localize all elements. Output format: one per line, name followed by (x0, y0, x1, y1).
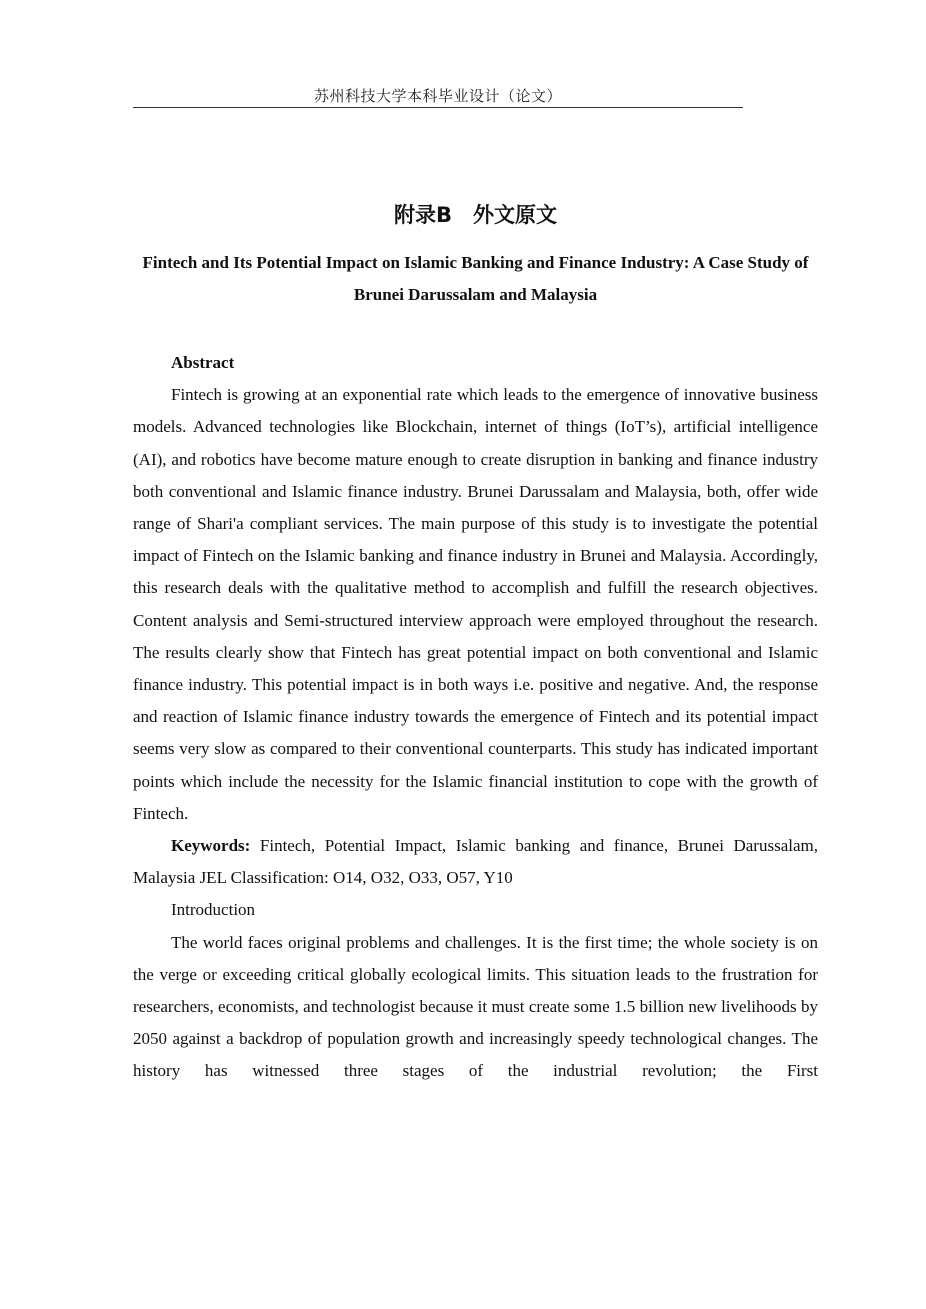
abstract-heading: Abstract (171, 353, 235, 372)
paper-title: Fintech and Its Potential Impact on Islamic Banking and Finance Industry: A Case Study of Brunei Darussalam and Malaysia (142, 253, 809, 304)
running-header: 苏州科技大学本科毕业设计（论文） (313, 87, 562, 105)
introduction-heading: Introduction (171, 900, 256, 920)
body-text (133, 347, 818, 1088)
abstract-paragraph: Fintech is growing at an exponential rate which leads to the emergence of innovative business models. Advanced technologies like Blockchain, internet of things (IoT’s), artificial intelligence (AI), and robotics have become mature enough to create disruption in banking and finance industry both conventional and Islamic finance industry. Brunei Darussalam and Malaysia, both, offer wide range of Shari'a compliant services. The main purpose of this study is to investigate the potential impact of Fintech on the Islamic banking and finance industry in Brunei and Malaysia. Accordingly, this research deals with the qualitative method to accomplish and fulfill the research objectives. Content analysis and Semi-structured interview approach were employed throughout the research. The results clearly show that Fintech has great potential impact on both conventional and Islamic finance industry. This potential impact is in both ways i.e. positive and negative. And, the response and reaction of Islamic finance industry towards the emergence of Fintech and its potential impact seems very slow as compared to their conventional counterparts. This study has indicated important points which include the necessity for the Islamic financial institution to cope with the growth of Fintech. (133, 385, 818, 823)
header-rule (133, 107, 743, 108)
keywords-paragraph (133, 830, 818, 894)
appendix-title: 附录B 外文原文 (393, 203, 557, 227)
keywords-text: Fintech, Potential Impact, Islamic banking and finance, Brunei Darussalam, Malaysia JEL Classification: O14, O32, O33, O57, Y10 (133, 836, 818, 888)
keywords-label: Keywords: (171, 836, 251, 856)
introduction-paragraph: The world faces original problems and challenges. It is the first time; the whole society is on the verge or exceeding critical globally ecological limits. This situation leads to the frustration for researchers, economists, and technologist because it must create some 1.5 billion new livelihoods by 2050 against a backdrop of population growth and increasingly speedy technological changes. The history has witnessed three stages of the industrial revolution; the First (133, 932, 818, 1081)
